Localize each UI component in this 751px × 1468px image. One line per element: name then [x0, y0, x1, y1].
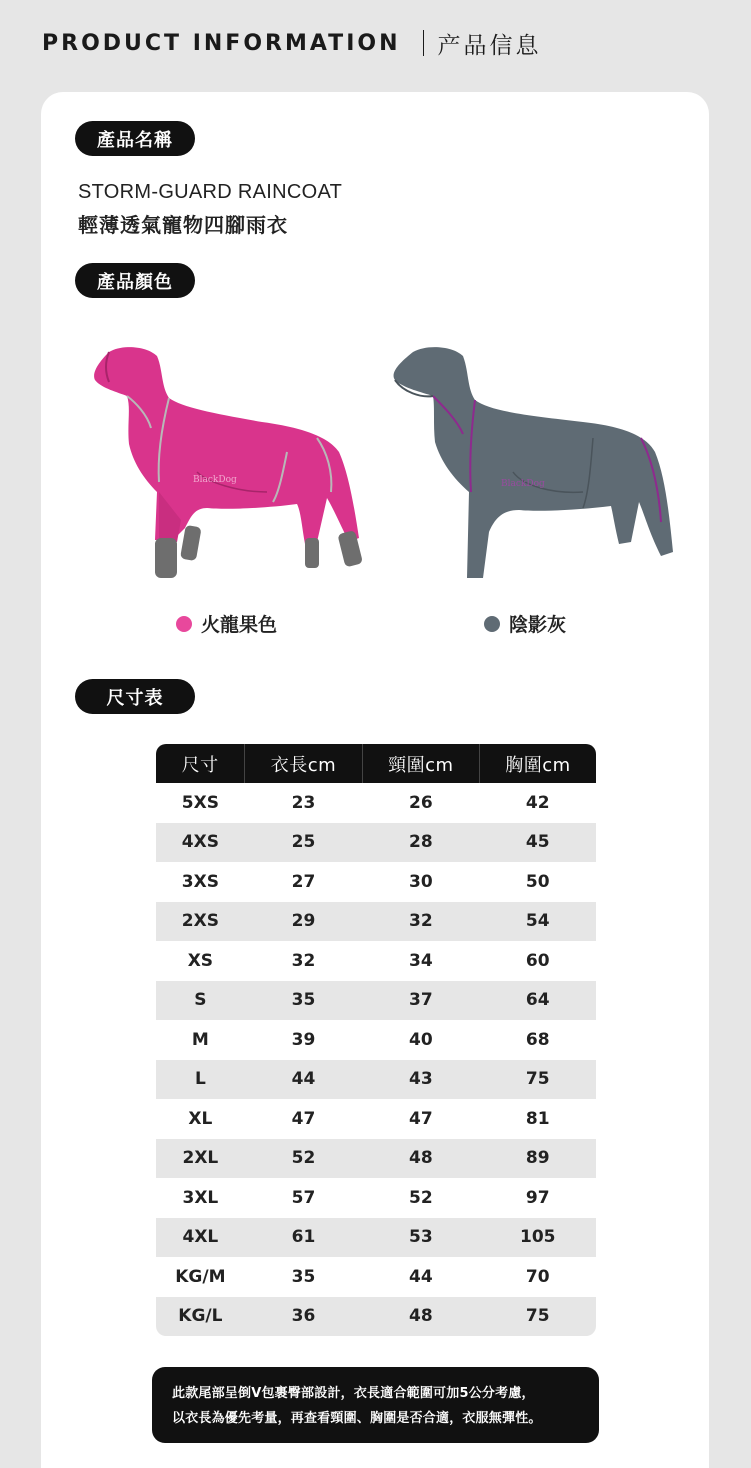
- svg-text:BlackDog: BlackDog: [193, 475, 237, 485]
- neck-cell: 44: [408, 1266, 433, 1287]
- chest-cell: 60: [525, 950, 550, 971]
- chest-cell: 68: [525, 1029, 550, 1050]
- note-line-1: 此款尾部呈倒V包裹臀部設計，衣長適合範圍可加5公分考慮，: [172, 1386, 535, 1401]
- chest-cell: 64: [480, 981, 597, 1021]
- header-chest: 胸圍cm: [480, 744, 597, 783]
- size-cell: 5XS: [181, 792, 219, 813]
- table-row: [156, 1218, 596, 1258]
- table-header-row: [156, 744, 596, 783]
- color-name-pink: 火龍果色: [201, 614, 278, 636]
- chest-cell: 54: [480, 902, 597, 942]
- section-label-size: 尺寸表: [75, 679, 195, 714]
- size-cell: 4XS: [156, 823, 245, 863]
- header-neck: 頸圍cm: [362, 744, 479, 783]
- length-cell: 61: [245, 1218, 362, 1258]
- color-option-grey: [484, 610, 566, 637]
- length-cell: 39: [291, 1029, 316, 1050]
- length-cell: 44: [245, 1060, 362, 1100]
- neck-cell: 53: [362, 1218, 479, 1258]
- length-cell: 35: [245, 981, 362, 1021]
- pink-swatch-dot: [176, 616, 192, 632]
- neck-cell: 28: [362, 823, 479, 863]
- size-cell: KG/M: [175, 1266, 226, 1287]
- chest-cell: 70: [525, 1266, 550, 1287]
- chest-cell: 81: [525, 1108, 550, 1129]
- chest-cell: 42: [525, 792, 550, 813]
- size-cell: XS: [187, 950, 214, 971]
- table-row: [156, 981, 596, 1021]
- section-label-name: 產品名稱: [75, 121, 195, 156]
- product-name-cn: 輕薄透氣寵物四腳雨衣: [78, 213, 288, 237]
- color-option-pink: [176, 610, 277, 637]
- length-cell: 25: [245, 823, 362, 863]
- length-cell: 23: [291, 792, 316, 813]
- neck-cell: 32: [362, 902, 479, 942]
- length-cell: 52: [245, 1139, 362, 1179]
- neck-cell: 47: [408, 1108, 433, 1129]
- header-size: 尺寸: [156, 744, 245, 783]
- table-row: [156, 783, 596, 823]
- length-cell: 47: [291, 1108, 316, 1129]
- chest-cell: 50: [525, 871, 550, 892]
- neck-cell: 26: [408, 792, 433, 813]
- size-cell: 2XL: [156, 1139, 245, 1179]
- length-cell: 29: [245, 902, 362, 942]
- neck-cell: 37: [362, 981, 479, 1021]
- neck-cell: 40: [408, 1029, 433, 1050]
- page-header: [42, 26, 542, 60]
- section-label-color: 產品顏色: [75, 263, 195, 298]
- svg-text:BlackDog: BlackDog: [501, 479, 545, 489]
- size-cell: S: [156, 981, 245, 1021]
- table-row: [156, 1178, 596, 1218]
- header-title-en: PRODUCT INFORMATION: [42, 30, 401, 56]
- neck-cell: 48: [362, 1139, 479, 1179]
- neck-cell: 30: [408, 871, 433, 892]
- table-row: [156, 902, 596, 942]
- size-cell: 3XL: [182, 1187, 219, 1208]
- size-cell: 4XL: [156, 1218, 245, 1258]
- length-cell: 35: [291, 1266, 316, 1287]
- chest-cell: 75: [480, 1297, 597, 1337]
- neck-cell: 48: [362, 1297, 479, 1337]
- table-row: [156, 862, 596, 902]
- note-line-2: 以衣長為優先考量，再查看頸圍、胸圍是否合適，衣服無彈性。: [172, 1411, 542, 1426]
- length-cell: 32: [291, 950, 316, 971]
- chest-cell: 75: [480, 1060, 597, 1100]
- fit-note: [152, 1367, 599, 1443]
- chest-cell: 97: [525, 1187, 550, 1208]
- size-cell: L: [156, 1060, 245, 1100]
- size-cell: 3XS: [181, 871, 219, 892]
- chest-cell: 89: [480, 1139, 597, 1179]
- pink-raincoat-image: [87, 342, 367, 587]
- table-row: [156, 941, 596, 981]
- table-row: [156, 823, 596, 863]
- length-cell: 27: [291, 871, 316, 892]
- grey-swatch-dot: [484, 616, 500, 632]
- neck-cell: 34: [408, 950, 433, 971]
- length-cell: 36: [245, 1297, 362, 1337]
- chest-cell: 105: [480, 1218, 597, 1258]
- neck-cell: 52: [408, 1187, 433, 1208]
- length-cell: 57: [291, 1187, 316, 1208]
- header-divider: [423, 30, 424, 56]
- grey-raincoat-image: [383, 342, 673, 587]
- size-cell: KG/L: [156, 1297, 245, 1337]
- product-name-en: STORM-GUARD RAINCOAT: [78, 181, 343, 203]
- size-cell: 2XS: [156, 902, 245, 942]
- table-row: [156, 1020, 596, 1060]
- table-row: [156, 1297, 596, 1337]
- size-cell: M: [191, 1029, 209, 1050]
- size-cell: XL: [188, 1108, 213, 1129]
- header-title-cn: 产品信息: [437, 32, 542, 59]
- info-card: [41, 92, 709, 1468]
- neck-cell: 43: [362, 1060, 479, 1100]
- size-chart-table: [156, 744, 596, 1336]
- color-name-grey: 陰影灰: [509, 614, 567, 636]
- table-row: [156, 1139, 596, 1179]
- table-row: [156, 1099, 596, 1139]
- chest-cell: 45: [480, 823, 597, 863]
- table-row: [156, 1257, 596, 1297]
- header-length: 衣長cm: [245, 744, 362, 783]
- table-row: [156, 1060, 596, 1100]
